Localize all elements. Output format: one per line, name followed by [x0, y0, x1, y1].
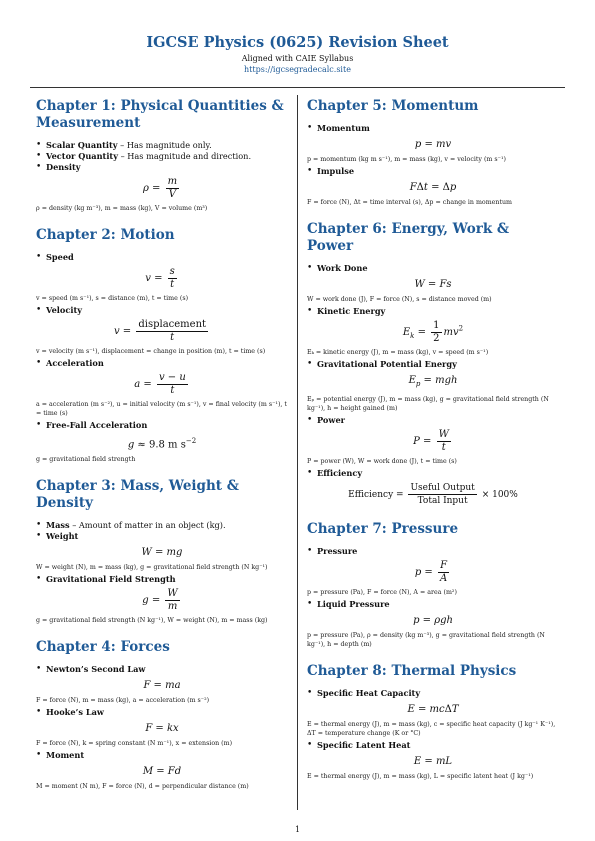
chapter-2-list-cont [36, 358, 288, 369]
list-item [36, 420, 288, 431]
chapter-5-heading: Chapter 5: Momentum [307, 98, 479, 114]
term-label: Efficiency [317, 468, 363, 478]
list-item [307, 306, 559, 317]
list-item [307, 688, 559, 699]
term-label: Density [46, 162, 81, 172]
term-label: Velocity [46, 305, 83, 315]
density-formula: ρ = $\frac{m}{V}$ [142, 176, 178, 200]
term-label: Moment [46, 750, 85, 761]
chapter-6-list-cont [307, 468, 559, 479]
term-label: Specific Latent Heat [317, 740, 411, 750]
chapter-6-list-cont [307, 415, 559, 426]
list-item [36, 252, 288, 263]
header-divider [30, 87, 565, 88]
term-label: Kinetic Energy [317, 306, 386, 316]
efficiency-denominator: Total Input [417, 496, 468, 506]
chapter-4-heading: Chapter 4: Forces [36, 639, 170, 656]
term-label: Mass [46, 520, 70, 531]
formula-note: Eₚ = potential energy (J), m = mass (kg), g = gravitational field strength (N kg⁻¹), h = height gained (m) [307, 396, 549, 412]
formula-note: F = force (N), Δt = time interval (s), Δp = change in momentum [307, 199, 513, 206]
list-item [307, 546, 559, 557]
term-label: Work Done [317, 263, 368, 273]
efficiency-formula: Efficiency = $\frac{\text{Useful Output}}{\text{Total Input}}$ × 100% [348, 483, 518, 506]
efficiency-tail: × 100% [481, 490, 518, 500]
chapter-3-list [36, 520, 288, 542]
term-description: – Has magnitude only. [117, 140, 212, 150]
term-description: – Has magnitude and direction. [117, 151, 252, 161]
formula-note: M = moment (N m), F = force (N), d = perpendicular distance (m) [36, 783, 249, 791]
chapter-7-list [307, 546, 559, 557]
liquid-pressure-formula: p = ρgh [413, 615, 453, 626]
formula-note: a = acceleration (m s⁻²), u = initial velocity (m s⁻¹), v = final velocity (m s⁻¹), t = time (s) [36, 401, 287, 417]
chapter-4-list [36, 664, 288, 675]
acceleration-formula: a = $\frac{v - u}{t}$ [134, 372, 186, 396]
formula-note: W = work done (J), F = force (N), s = distance moved (m) [307, 296, 492, 303]
efficiency-label: Efficiency [348, 490, 394, 500]
left-column [36, 98, 288, 793]
term-label: Impulse [317, 166, 355, 176]
kinetic-energy-formula: $E_k$ = $\frac{1}{2}$ $mv^2$ [402, 320, 464, 344]
slh-formula: E = mL [413, 756, 453, 767]
chapter-4-list-cont [36, 750, 288, 761]
list-item [307, 359, 559, 370]
term-label: Acceleration [46, 358, 104, 368]
weight-formula: W = mg [141, 547, 183, 559]
formula-note: E = thermal energy (J), m = mass (kg), L = specific latent heat (J kg⁻¹) [307, 773, 534, 780]
chapter-2-list-cont [36, 420, 288, 431]
chapter-7-heading: Chapter 7: Pressure [307, 521, 459, 537]
term-label: Gravitational Field Strength [46, 574, 176, 585]
formula-note: v = velocity (m s⁻¹), displacement = change in position (m), t = time (s) [36, 348, 266, 355]
document-title: IGCSE Physics (0625) Revision Sheet [146, 34, 449, 51]
list-item [36, 664, 288, 675]
hooke-formula: F = kx [145, 723, 179, 735]
list-item [307, 263, 559, 274]
website-link[interactable]: https://igcsegradecalc.site [244, 65, 351, 74]
list-item [36, 358, 288, 369]
chapter-8-list-cont [307, 740, 559, 751]
chapter-3-heading: Chapter 3: Mass, Weight & Density [36, 478, 239, 512]
chapter-8-list [307, 688, 559, 699]
page-header [0, 0, 595, 75]
right-column [307, 98, 559, 783]
formula-note: Eₖ = kinetic energy (J), m = mass (kg), v = speed (m s⁻¹) [307, 349, 489, 356]
freefall-formula: g ≈ 9.8 m $s^{-2}$ [127, 437, 197, 451]
column-divider [297, 95, 298, 810]
formula-note: ρ = density (kg m⁻³), m = mass (kg), V = volume (m³) [36, 205, 208, 212]
list-item [36, 162, 288, 173]
chapter-6-list [307, 263, 559, 274]
formula-note: P = power (W), W = work done (J), t = time (s) [307, 458, 457, 465]
term-label: Newton’s Second Law [46, 664, 146, 675]
velocity-numerator: displacement [138, 319, 207, 330]
formula-note: F = force (N), m = mass (kg), a = acceleration (m s⁻²) [36, 697, 210, 705]
speed-formula: v = $\frac{s}{t}$ [145, 266, 175, 290]
document-subtitle: Aligned with CAIE Syllabus [241, 54, 354, 63]
freefall-value: 9.8 m s [148, 439, 186, 451]
gpe-formula: $E_p$ = mgh [408, 375, 458, 388]
list-item [36, 574, 288, 585]
list-item [307, 166, 559, 177]
chapter-4-list-cont [36, 707, 288, 718]
formula-note: E = thermal energy (J), m = mass (kg), c = specific heat capacity (J kg⁻¹ K⁻¹), ΔT = temperature change (K or °C) [307, 721, 556, 737]
term-label: Power [317, 415, 345, 425]
momentum-formula: p = mv [414, 139, 452, 150]
term-label: Scalar Quantity [46, 140, 118, 150]
list-item [307, 123, 559, 134]
formula-note: p = momentum (kg m s⁻¹), m = mass (kg), v = velocity (m s⁻¹) [307, 156, 506, 163]
term-label: Specific Heat Capacity [317, 688, 421, 698]
chapter-8-heading: Chapter 8: Thermal Physics [307, 663, 517, 679]
moment-formula: M = Fd [142, 766, 182, 778]
gfs-formula: g = $\frac{W}{m}$ [142, 588, 178, 613]
list-item [36, 305, 288, 316]
list-item [36, 531, 288, 542]
term-label: Pressure [317, 546, 358, 556]
term-label: Hooke’s Law [46, 707, 104, 718]
term-label: Weight [46, 531, 79, 542]
chapter-6-heading: Chapter 6: Energy, Work & Power [307, 221, 510, 254]
pressure-formula: p = $\frac{F}{A}$ [414, 560, 448, 584]
term-label: Liquid Pressure [317, 599, 390, 609]
power-formula: P = $\frac{W}{t}$ [413, 429, 449, 453]
chapter-2-heading: Chapter 2: Motion [36, 227, 175, 243]
list-item [36, 707, 288, 718]
list-item [307, 468, 559, 479]
page-number: 1 [294, 825, 301, 834]
efficiency-numerator: Useful Output [410, 483, 475, 493]
velocity-formula: v = $\frac{\text{displacement}}{t}$ [113, 319, 207, 343]
chapter-1-list [36, 140, 288, 173]
formula-note: F = force (N), k = spring constant (N m⁻¹), x = extension (m) [36, 740, 233, 748]
list-item [307, 599, 559, 610]
chapter-6-list-cont [307, 359, 559, 370]
formula-note: v = speed (m s⁻¹), s = distance (m), t = time (s) [36, 295, 189, 302]
term-label: Momentum [317, 123, 370, 133]
term-label: Vector Quantity [46, 151, 118, 161]
work-formula: W = Fs [414, 279, 452, 290]
list-item [36, 520, 288, 531]
newton-formula: F = ma [143, 680, 181, 692]
formula-note: W = weight (N), m = mass (kg), g = gravitational field strength (N kg⁻¹) [36, 564, 268, 572]
formula-note: g = gravitational field strength [36, 456, 136, 464]
chapter-3-list-cont [36, 574, 288, 585]
list-item [307, 740, 559, 751]
chapter-7-list-cont [307, 599, 559, 610]
term-label: Gravitational Potential Energy [317, 359, 457, 369]
list-item [307, 415, 559, 426]
chapter-2-list-cont [36, 305, 288, 316]
formula-note: p = pressure (Pa), F = force (N), A = area (m²) [307, 589, 457, 596]
formula-note: g = gravitational field strength (N kg⁻¹), W = weight (N), m = mass (kg) [36, 617, 268, 625]
term-label: Free-Fall Acceleration [46, 420, 148, 430]
term-description: – Amount of matter in an object (kg). [69, 520, 226, 531]
chapter-6-list-cont [307, 306, 559, 317]
chapter-2-list [36, 252, 288, 263]
impulse-formula: FΔt = Δp [409, 182, 457, 193]
list-item [36, 140, 288, 151]
shc-formula: E = mcΔT [407, 704, 459, 715]
formula-note: p = pressure (Pa), ρ = density (kg m⁻³), g = gravitational field strength (N kg⁻¹), h = depth (m) [307, 632, 545, 648]
chapter-1-heading: Chapter 1: Physical Quantities & Measurement [36, 98, 284, 131]
list-item [36, 750, 288, 761]
list-item [36, 151, 288, 162]
term-label: Speed [46, 252, 74, 262]
chapter-5-list [307, 123, 559, 134]
chapter-5-list-cont [307, 166, 559, 177]
